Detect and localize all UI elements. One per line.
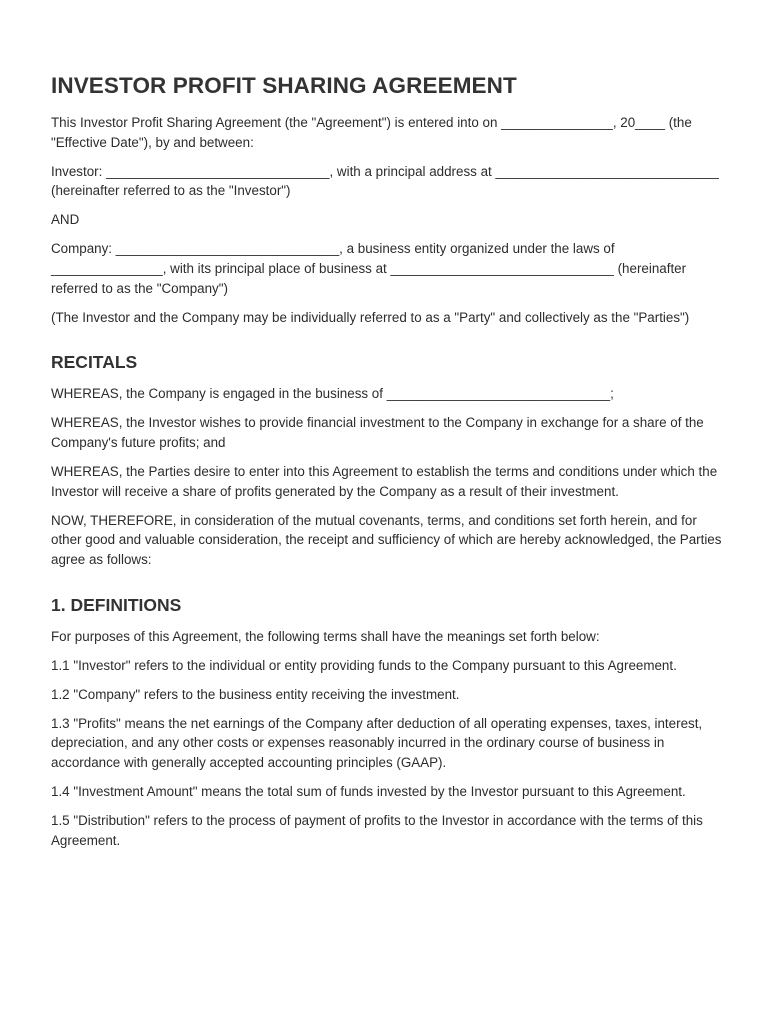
and-separator: AND [51,212,80,228]
definition-item: 1.1 "Investor" refers to the individual or entity providing funds to the Company pursuant to this Agreement. [51,657,677,673]
definition-item: 1.5 "Distribution" refers to the process of payment of profits to the Investor in accordance with the terms of this Agreement. [51,813,703,848]
definition-item: 1.4 "Investment Amount" means the total sum of funds invested by the Investor pursuant to this Agreement. [51,784,686,800]
recital-paragraph: NOW, THEREFORE, in consideration of the mutual covenants, terms, and conditions set forth herein, and for other good and valuable consideration, the receipt and sufficiency of which are hereby acknowledged, the Parties agree as follows: [51,512,722,567]
definitions-heading: 1. DEFINITIONS [51,594,182,615]
investor-clause: Investor: ______________________________, with a principal address at ______________________________ (hereinafter referred to as the "Investor") [51,163,719,199]
recitals-heading: RECITALS [51,352,138,373]
recital-paragraph: WHEREAS, the Company is engaged in the business of ______________________________; [51,386,614,402]
document-page [51,72,723,860]
company-clause: Company: ______________________________, a business entity organized under the laws of _______________, with its principal place of business at ______________________________ (hereinafter referred to as the "Company") [51,241,687,296]
preamble-intro: This Investor Profit Sharing Agreement (the "Agreement") is entered into on _______________, 20____ (the "Effective Date"), by and between: [51,115,692,150]
definitions-intro: For purposes of this Agreement, the following terms shall have the meanings set forth below: [51,628,600,644]
recital-paragraph: WHEREAS, the Investor wishes to provide financial investment to the Company in exchange for a share of the Company's future profits; and [51,415,704,451]
definition-item: 1.3 "Profits" means the net earnings of the Company after deduction of all operating expenses, taxes, interest, depreciation, and any other costs or expenses reasonably incurred in the ordinary course of business in accordance with generally accepted accounting principles (GAAP). [51,715,703,771]
recital-paragraph: WHEREAS, the Parties desire to enter into this Agreement to establish the terms and conditions under which the Investor will receive a share of profits generated by the Company as a result of their investment. [51,464,718,499]
document-title: INVESTOR PROFIT SHARING AGREEMENT [51,73,517,98]
parties-note: (The Investor and the Company may be individually referred to as a "Party" and collectively as the "Parties") [51,309,690,325]
definition-item: 1.2 "Company" refers to the business entity receiving the investment. [51,686,460,702]
